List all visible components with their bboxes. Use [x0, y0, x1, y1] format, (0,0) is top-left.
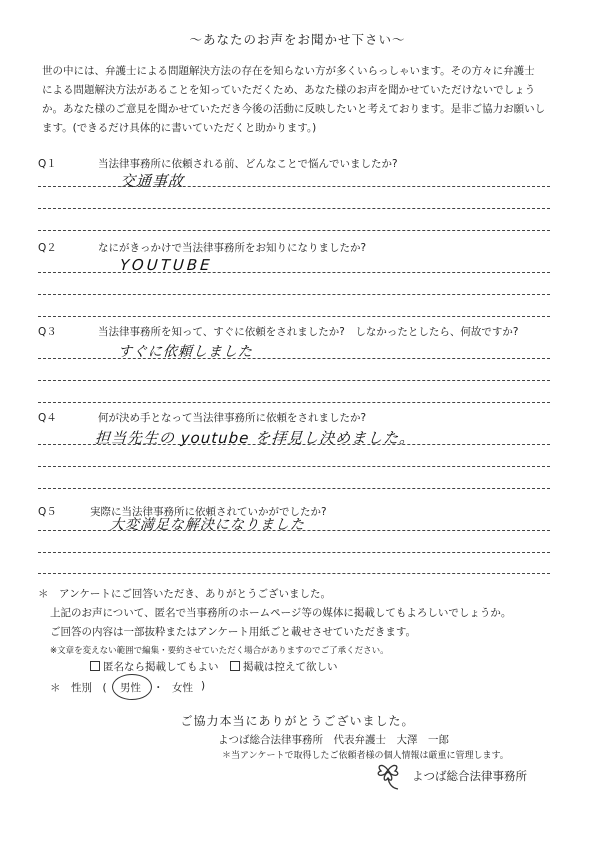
question-text: 当法律事務所に依頼される前、どんなことで悩んでいましたか? [98, 158, 398, 170]
answer-line [38, 466, 550, 467]
intro-line: か。あなた様のご意見を聞かせていただき今後の活動に反映したいと考えております。是非ご協力お願いし [42, 103, 546, 115]
handwritten-answer: 担当先生の youtube を拝見し決めました。 [94, 429, 416, 447]
handwritten-answer: 交通事故 [119, 172, 185, 190]
answer-line [38, 208, 550, 209]
edit-note: ※文章を変えない範囲で編集・要約させていただく場合がありますのでご了承ください。 [50, 646, 389, 656]
question-text: なにがきっかけで当法律事務所をお知りになりましたか? [98, 242, 367, 254]
firm-line: よつば総合法律事務所 代表弁護士 大澤 一郎 [218, 734, 449, 746]
intro-line: による問題解決方法があることを知っていただくため、あなた様のお声を聞かせていただけないでしょう [42, 84, 536, 96]
question-number: Q２ [38, 242, 57, 254]
answer-line [38, 380, 550, 381]
question-text: 実際に当法律事務所に依頼されていかがでしたか? [90, 506, 327, 518]
answer-line [38, 358, 550, 359]
gender-female[interactable]: 女性 [172, 682, 193, 694]
question-text: 当法律事務所を知って、すぐに依頼をされましたか? しなかったとしたら、何故ですか? [98, 326, 519, 338]
answer-line [38, 530, 550, 531]
answer-line [38, 444, 550, 445]
handwritten-answer: 大変満足な解決になりました [109, 517, 306, 533]
firm-logo-text: よつば総合法律事務所 [412, 769, 527, 783]
checkbox-no-publish[interactable] [230, 661, 240, 671]
handwritten-answer: すぐに依頼しました [117, 344, 254, 360]
publish-question: 上記のお声について、匿名で当事務所のホームページ等の媒体に掲載してもよろしいでしょうか。 [50, 607, 512, 619]
page-title: ～あなたのお声をお聞かせ下さい～ [189, 32, 406, 47]
checkbox-anonymous[interactable] [90, 661, 100, 671]
clover-logo-icon [368, 756, 408, 792]
answer-line [38, 573, 550, 574]
option-anonymous[interactable] [90, 659, 219, 674]
male-selection-circle [112, 674, 152, 700]
question-number: Q１ [38, 158, 57, 170]
answer-line [38, 402, 550, 403]
question-number: Q３ [38, 326, 57, 338]
option-no-publish-label: 掲載は控えて欲しい [243, 661, 338, 673]
intro-line: ます。(できるだけ具体的に書いていただくと助かります。) [42, 122, 317, 134]
question-number: Q４ [38, 412, 57, 424]
question-number: Q５ [38, 506, 57, 518]
answer-line [38, 488, 550, 489]
answer-line [38, 186, 550, 187]
intro-line: 世の中には、弁護士による問題解決方法の存在を知らない方が多くいらっしゃいます。その方々に弁護士 [42, 65, 535, 77]
answer-line [38, 316, 550, 317]
gender-male[interactable]: 男性 [120, 682, 141, 694]
answer-line [38, 294, 550, 295]
answer-line [38, 552, 550, 553]
thanks-line: ＊ アンケートにご回答いただき、ありがとうございました。 [38, 588, 331, 600]
answer-line [38, 272, 550, 273]
excerpt-note: ご回答の内容は一部抜粋またはアンケート用紙ごと載せさせていただきます。 [50, 626, 417, 638]
option-anonymous-label: 匿名なら掲載してもよい [103, 661, 219, 673]
gender-close: ) [201, 680, 206, 692]
option-no-publish[interactable] [230, 659, 338, 674]
answer-line [38, 230, 550, 231]
intro-paragraph [42, 62, 562, 138]
closing-message: ご協力本当にありがとうございました。 [180, 714, 415, 728]
gender-separator: ・ [153, 682, 164, 694]
gender-label: ＊ 性別 ( [50, 682, 107, 694]
question-text: 何が決め手となって当法律事務所に依頼をされましたか? [98, 412, 367, 424]
privacy-note: ＊当アンケートで取得したご依頼者様の個人情報は厳重に管理します。 [222, 751, 509, 761]
handwritten-answer: YOUTUBE [119, 256, 214, 274]
